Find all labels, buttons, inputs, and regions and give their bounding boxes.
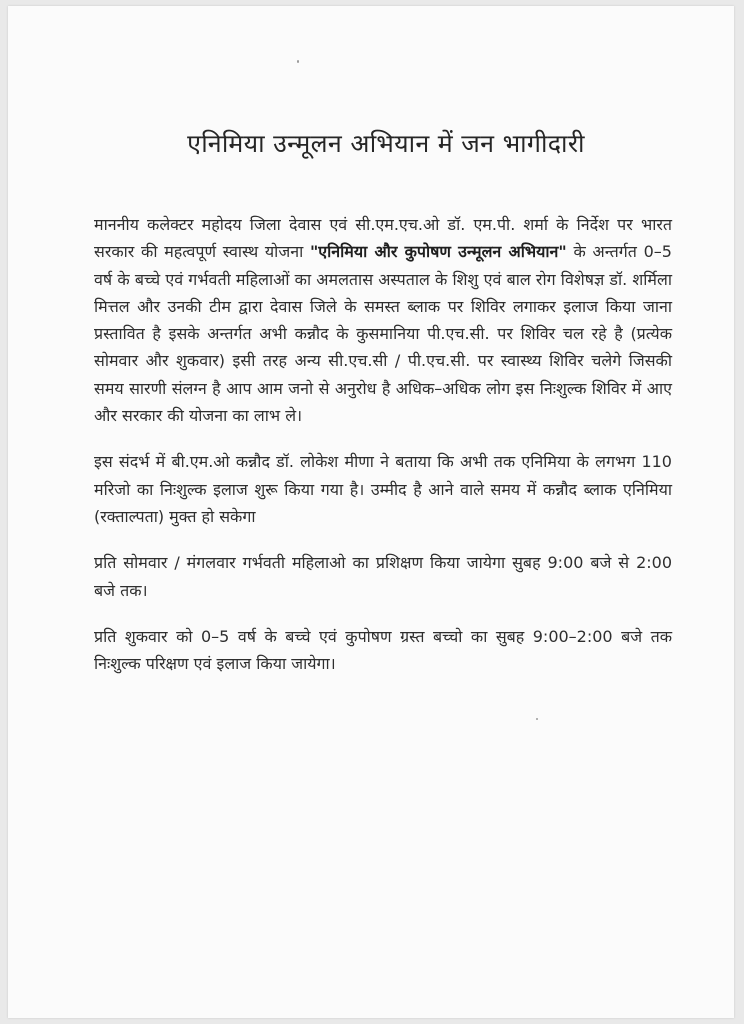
scan-speck xyxy=(536,718,538,720)
paragraph-friday-schedule: प्रति शुकवार को 0–5 वर्ष के बच्चे एवं कुपोषण ग्रस्त बच्चो का सुबह 9:00–2:00 बजे तक निःशुल्क परिक्षण एवं इलाज किया जायेगा। xyxy=(94,626,672,674)
scan-speck xyxy=(297,60,299,63)
document-body xyxy=(94,211,672,696)
paragraph-monday-schedule: प्रति सोमवार / मंगलवार गर्भवती महिलाओ का प्रशिक्षण किया जायेगा सुबह 9:00 बजे से 2:00 बजे तक। xyxy=(94,553,672,600)
paragraph-text: के अन्तर्गत 0–5 वर्ष के बच्चे एवं गर्भवती महिलाओं का अमलतास अस्पताल के शिशु एवं बाल रोग विशेषज्ञ डॉ. शर्मिला मित्तल और उनकी टीम द्वारा देवास जिले के समस्त ब्लाक पर शिविर लगाकर इलाज किया जाना प्रस्तावित है इसके अन्तर्गत अभी कन्नौद के कुसमानिया पी.एच.सी. पर शिविर चल रहे है (प्रत्येक सोमवार और शुकवार) इसी तरह अन्य सी.एच.सी / पी.एच.सी. पर स्वास्थ्य शिविर चलेगे जिसकी समय सारणी संलग्न है आप आम जनो से अनुरोध है अधिक–अधिक लोग इस निःशुल्क शिविर में आए और सरकार की योजना का लाभ ले। xyxy=(94,242,672,426)
campaign-name: "एनिमिया और कुपोषण उन्मूलन अभियान" xyxy=(309,242,567,262)
paragraph-bmo-statement: इस संदर्भ में बी.एम.ओ कन्नौद डॉ. लोकेश मीणा ने बताया कि अभी तक एनिमिया के लगभग 110 मरिजो का निःशुल्क इलाज शुरू किया गया है। उम्मीद है आने वाले समय में कन्नौद ब्लाक एनिमिया (रक्ताल्पता) मुक्त हो सकेगा xyxy=(94,452,672,526)
document-title: एनिमिया उन्मूलन अभियान में जन भागीदारी xyxy=(187,129,585,158)
document-page xyxy=(8,6,734,1018)
paragraph-text: माननीय कलेक्टर महोदय जिला देवास एवं सी.एम.एच.ओ डॉ. एम.पी. शर्मा के निर्देश पर भारत सरकार की महत्वपूर्ण स्वास्थ योजना xyxy=(94,215,672,262)
paragraph-campaign-intro xyxy=(94,211,672,429)
